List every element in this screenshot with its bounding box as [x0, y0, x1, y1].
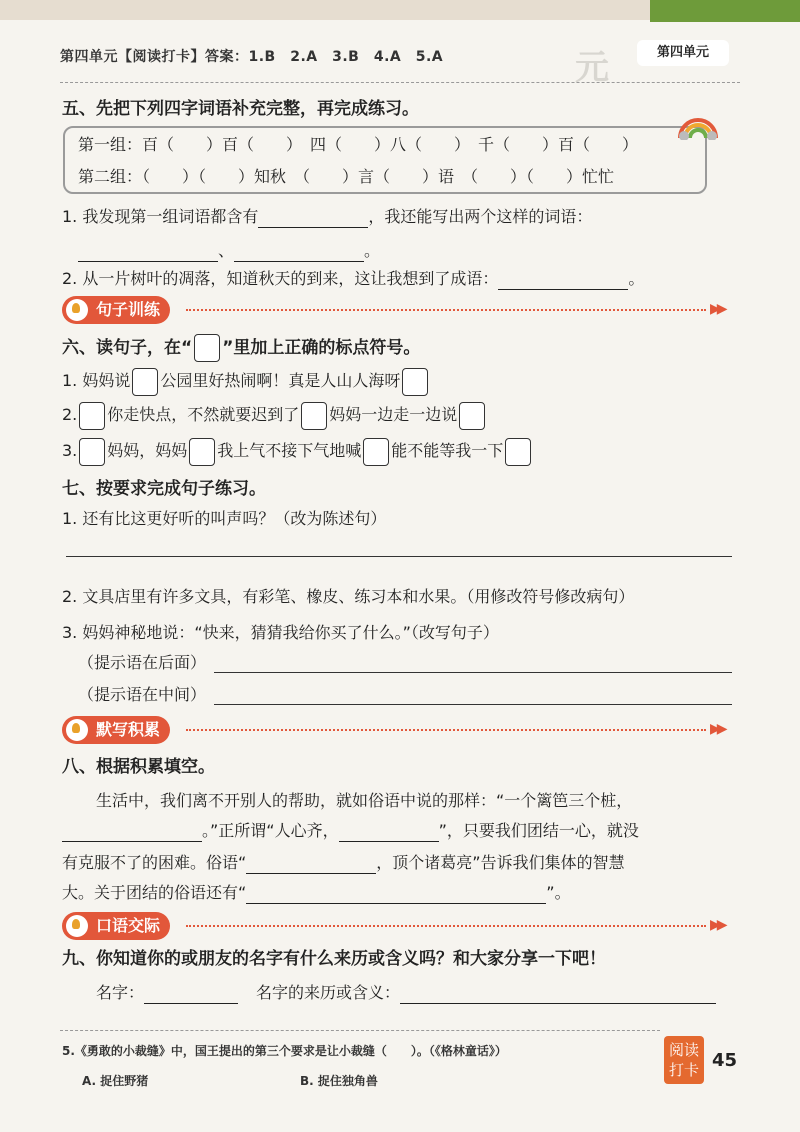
s6-l3-text-b: 妈妈，妈妈 — [107, 441, 188, 460]
rainbow-icon — [676, 110, 720, 140]
s7-question-3: 3. 妈妈神秘地说：“快来，猜猜我给你买了什么。”（改写句子） — [62, 623, 499, 642]
banner-label — [62, 296, 170, 324]
s5-q1-blank-1[interactable] — [258, 209, 368, 228]
punct-box[interactable] — [79, 438, 105, 466]
banner-text: 口语交际 — [96, 916, 161, 935]
s5-q1-blank-2[interactable] — [78, 243, 218, 262]
s8-paragraph-line-4 — [62, 882, 571, 904]
banner-dotted-line — [186, 729, 706, 731]
s8-blank-1[interactable] — [62, 823, 202, 842]
banner-label — [62, 912, 170, 940]
s6-line-2 — [62, 400, 487, 430]
bulb-icon — [66, 299, 88, 321]
s6-l2-num: 2. — [62, 405, 78, 424]
s5-q1-text-a: 1. 我发现第一组词语都含有 — [62, 207, 259, 226]
previous-answers: 第四单元【阅读打卡】答案：1.B 2.A 3.B 4.A 5.A — [60, 49, 444, 65]
s7-q3-answer-line-1[interactable] — [214, 672, 732, 673]
punct-box-example — [194, 334, 220, 362]
s8-p3-text-a: 有克服不了的困难。俗语“ — [62, 853, 247, 872]
s6-title-b: ”里加上正确的标点符号。 — [222, 338, 421, 358]
unit-tab: 第四单元 — [637, 40, 729, 66]
s5-question-1 — [62, 206, 592, 228]
word-group-1: 第一组：百（ ）百（ ） 四（ ）八（ ） 千（ ）百（ ） — [78, 135, 639, 154]
banner-text: 默写积累 — [96, 720, 161, 739]
badge-line-2: 打卡 — [668, 1061, 699, 1079]
s5-q1-blank-3[interactable] — [234, 243, 364, 262]
s8-paragraph-line-1: 生活中，我们离不开别人的帮助，就如俗语中说的那样：“一个篱笆三个桩， — [96, 791, 633, 810]
s7-hint-middle: （提示语在中间） — [78, 685, 207, 704]
banner-dictation — [62, 716, 732, 744]
s6-l3-num: 3. — [62, 441, 78, 460]
punct-box[interactable] — [132, 368, 158, 396]
s6-title-a: 六、读句子，在“ — [62, 338, 193, 358]
s8-blank-3[interactable] — [246, 855, 376, 874]
punct-box[interactable] — [363, 438, 389, 466]
s7-q3-answer-line-2[interactable] — [214, 704, 732, 705]
punct-box[interactable] — [459, 402, 485, 430]
s6-line-1 — [62, 366, 430, 396]
origin-label: 名字的来历或含义： — [256, 983, 401, 1002]
s7-question-1: 1. 还有比这更好听的叫声吗？（改为陈述句） — [62, 509, 387, 528]
reading-badge — [664, 1036, 704, 1084]
s9-name-row — [96, 982, 716, 1004]
origin-blank[interactable] — [400, 985, 716, 1004]
badge-line-1: 阅读 — [668, 1041, 699, 1059]
double-arrow-icon: ▶▶ — [710, 917, 724, 933]
s8-p2-text-b: ”，只要我们团结一心，就没 — [438, 821, 639, 840]
s8-blank-4[interactable] — [246, 885, 546, 904]
punct-box[interactable] — [402, 368, 428, 396]
section-8-title: 八、根据积累填空。 — [62, 757, 215, 777]
s6-l1-text-b: 公园里好热闹啊！真是人山人海呀 — [160, 371, 401, 390]
s6-l1-text-a: 1. 妈妈说 — [62, 371, 131, 390]
s8-p4-text-b: ”。 — [546, 883, 571, 902]
s6-l2-text-b: 你走快点，不然就要迟到了 — [107, 405, 300, 424]
punct-box[interactable] — [79, 402, 105, 430]
top-green-strip — [650, 0, 800, 22]
footer-option-b: B. 捉住独角兽 — [300, 1074, 378, 1088]
s6-l3-text-c: 我上气不接下气地喊 — [217, 441, 362, 460]
punct-box[interactable] — [505, 438, 531, 466]
s8-blank-2[interactable] — [339, 823, 439, 842]
s8-paragraph-line-3 — [62, 852, 625, 874]
banner-sentence-training — [62, 296, 732, 324]
s5-q1-text-b: ，我还能写出两个这样的词语： — [368, 207, 593, 226]
page-number: 45 — [712, 1050, 738, 1071]
banner-dotted-line — [186, 309, 706, 311]
s5-q1-end: 。 — [364, 241, 381, 260]
punct-box[interactable] — [189, 438, 215, 466]
s7-hint-after: （提示语在后面） — [78, 653, 207, 672]
word-group-2: 第二组：（ ）（ ）知秋 （ ）言（ ）语 （ ）（ ）忙忙 — [78, 167, 615, 186]
s5-q2-blank[interactable] — [498, 271, 628, 290]
section-7-title: 七、按要求完成句子练习。 — [62, 479, 266, 499]
s5-q2-end: 。 — [628, 269, 645, 288]
s7-q1-answer-line[interactable] — [66, 556, 732, 557]
banner-label — [62, 716, 170, 744]
name-blank[interactable] — [144, 985, 238, 1004]
s6-l3-text-d: 能不能等我一下 — [391, 441, 504, 460]
double-arrow-icon: ▶▶ — [710, 721, 724, 737]
s6-l2-text-c: 妈妈一边走一边说 — [329, 405, 458, 424]
s5-q2-text: 2. 从一片树叶的凋落，知道秋天的到来，这让我想到了成语： — [62, 269, 499, 288]
punct-box[interactable] — [301, 402, 327, 430]
name-label: 名字： — [96, 983, 145, 1002]
s8-p3-text-b: ，顶个诸葛亮”告诉我们集体的智慧 — [376, 853, 625, 872]
banner-dotted-line — [186, 925, 706, 927]
bulb-icon — [66, 915, 88, 937]
section-9-title: 九、你知道你的或朋友的名字有什么来历或含义吗？和大家分享一下吧！ — [62, 949, 606, 969]
s8-paragraph-line-2 — [62, 820, 639, 842]
footer-divider — [60, 1030, 660, 1031]
s8-p4-text-a: 大。关于团结的俗语还有“ — [62, 883, 247, 902]
section-5-title: 五、先把下列四字词语补充完整，再完成练习。 — [62, 99, 419, 119]
double-arrow-icon: ▶▶ — [710, 301, 724, 317]
section-6-title — [62, 334, 420, 362]
s6-line-3 — [62, 436, 533, 466]
s5-q1-separator: 、 — [218, 241, 235, 260]
banner-text: 句子训练 — [96, 300, 161, 319]
unit-watermark: 元 — [575, 48, 609, 88]
footer-option-a: A. 捉住野猪 — [82, 1074, 149, 1088]
banner-oral-communication — [62, 912, 732, 940]
header-divider — [60, 82, 740, 83]
s7-question-2: 2. 文具店里有许多文具，有彩笔、橡皮、练习本和水果。（用修改符号修改病句） — [62, 587, 635, 606]
s5-question-2 — [62, 268, 644, 290]
bulb-icon — [66, 719, 88, 741]
s5-question-1-words — [78, 240, 380, 262]
footer-question-5: 5.《勇敢的小裁缝》中，国王提出的第三个要求是让小裁缝（ ）。（《格林童话》） — [62, 1044, 507, 1058]
s8-p2-text-a: 。”正所谓“人心齐， — [202, 821, 339, 840]
